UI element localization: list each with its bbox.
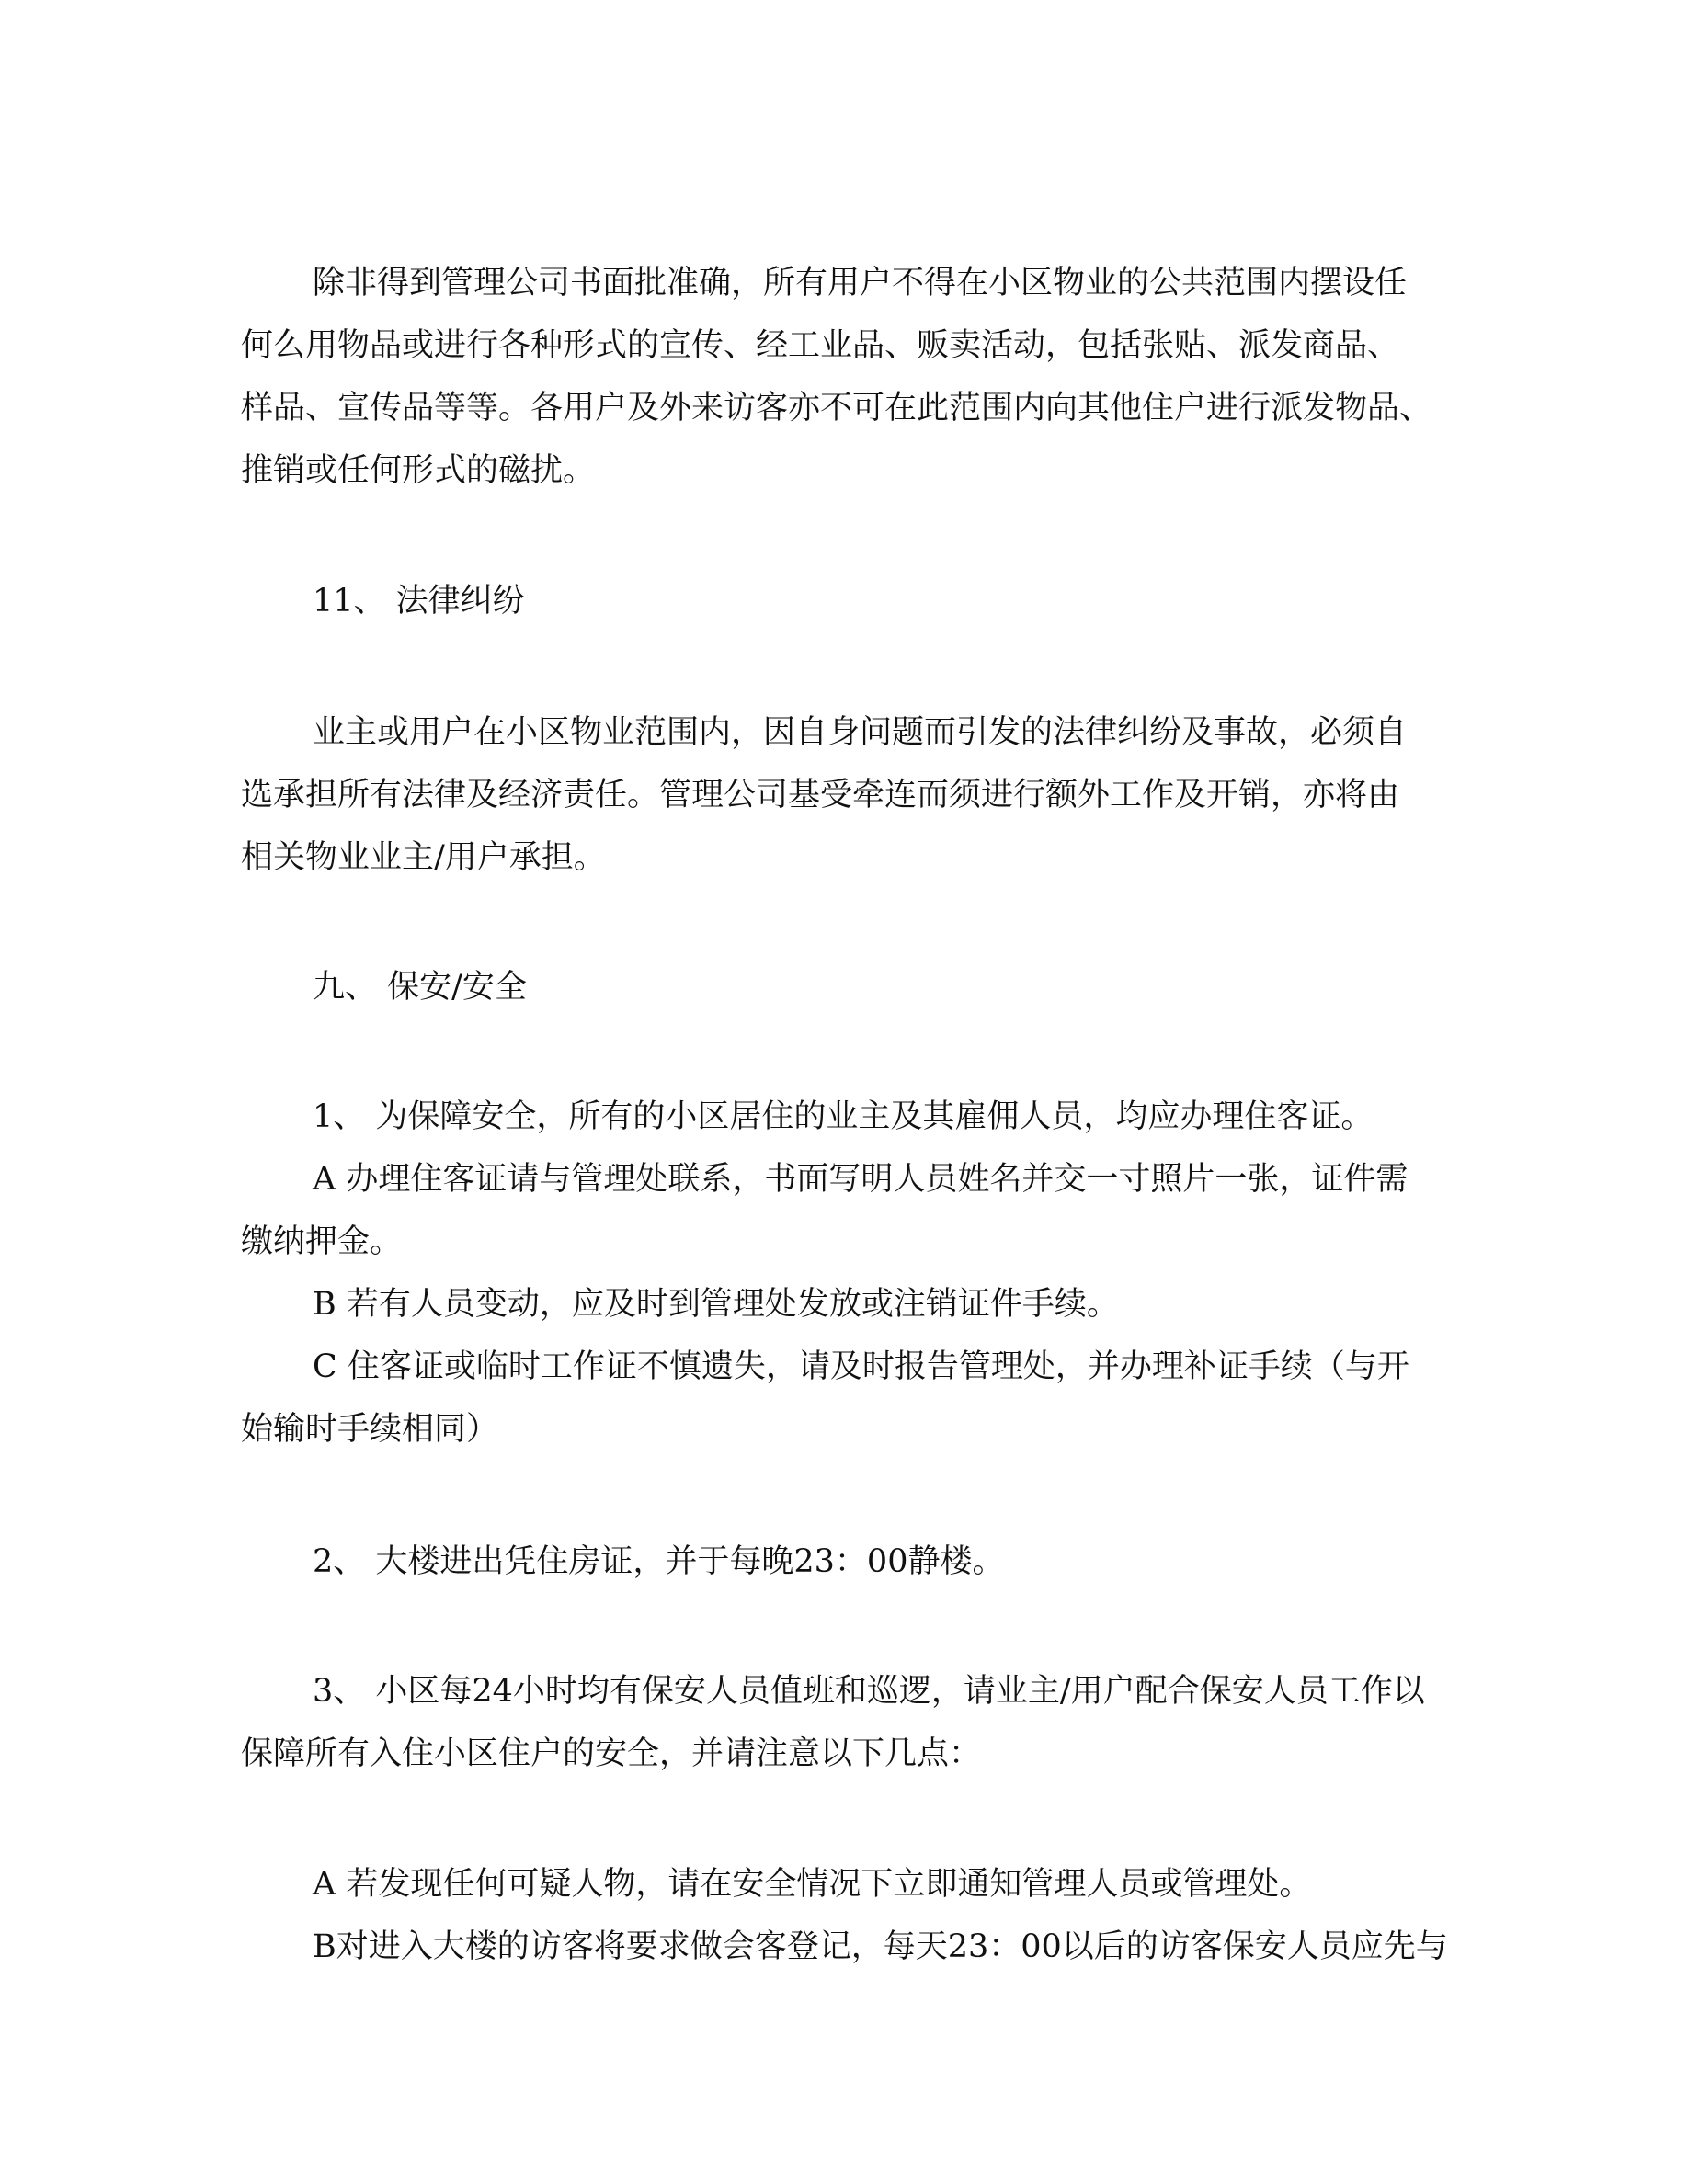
list-item: 1、 为保障安全，所有的小区居住的业主及其雇佣人员，均应办理住客证。 [313,1098,1374,1135]
paragraph-line: 何么用物品或进行各种形式的宣传、经工业品、贩卖活动，包括张贴、派发商品、 [241,327,1400,364]
paragraph-line: 推销或任何形式的磁扰。 [241,452,596,489]
list-item: 始输时手续相同） [241,1411,499,1448]
paragraph-line: 保障所有入住小区住户的安全，并请注意以下几点： [241,1735,982,1772]
list-item: C 住客证或临时工作证不慎遗失，请及时报告管理处，并办理补证手续（与开 [313,1348,1409,1385]
paragraph-line: 3、 小区每24小时均有保安人员值班和巡逻，请业主/用户配合保安人员工作以 [313,1673,1425,1710]
section-heading: 11、 法律纠纷 [313,583,525,620]
list-item: B 若有人员变动，应及时到管理处发放或注销证件手续。 [313,1286,1119,1323]
section-heading: 2、 大楼进出凭住房证，并于每晚23：00静楼。 [313,1543,1005,1580]
paragraph-line: 选承担所有法律及经济责任。管理公司基受牵连而须进行额外工作及开销，亦将由 [241,777,1400,813]
list-item: 缴纳押金。 [241,1223,403,1260]
list-item: A 办理住客证请与管理处联系，书面写明人员姓名并交一寸照片一张，证件需 [313,1161,1409,1198]
section-heading: 九、 保安/安全 [313,969,527,1006]
list-item: B对进入大楼的访客将要求做会客登记，每天23：00以后的访客保安人员应先与 [313,1928,1448,1965]
paragraph-line: 相关物业业主/用户承担。 [241,839,606,876]
paragraph-line: 业主或用户在小区物业范围内，因自身问题而引发的法律纠纷及事故，必须自 [313,714,1408,751]
paragraph-line: 除非得到管理公司书面批准确，所有用户不得在小区物业的公共范围内摆设任 [313,265,1408,301]
paragraph-line: 样品、宣传品等等。各用户及外来访客亦不可在此范围内向其他住户进行派发物品、 [241,390,1432,427]
list-item: A 若发现任何可疑人物，请在安全情况下立即通知管理人员或管理处。 [313,1866,1312,1903]
